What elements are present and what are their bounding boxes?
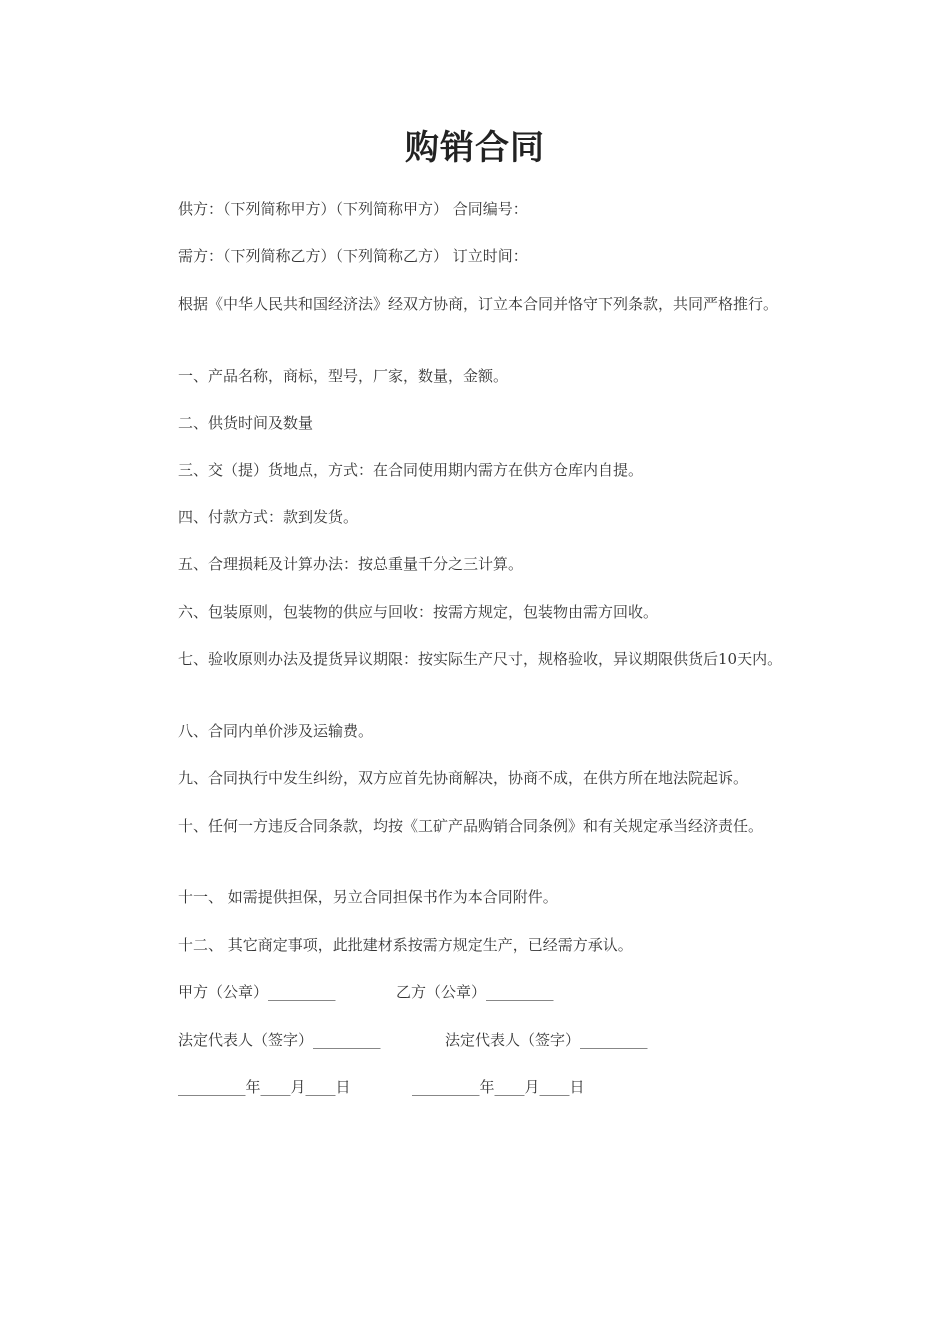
page-title: 购销合同	[405, 128, 545, 168]
clause-9: 九、合同执行中发生纠纷，双方应首先协商解决，协商不成，在供方所在地法院起诉。	[178, 769, 749, 787]
clause-8: 八、合同内单价涉及运输费。	[178, 722, 374, 740]
party-a-representative-field: 法定代表人（签字）_________	[178, 1031, 381, 1049]
clause-4: 四、付款方式：款到发货。	[178, 508, 359, 526]
party-b-date-field: _________年____月____日	[412, 1078, 585, 1096]
clause-1: 一、产品名称，商标，型号，厂家，数量，金额。	[178, 367, 509, 385]
clause-12: 十二、 其它商定事项，此批建材系按需方规定生产，已经需方承认。	[178, 936, 633, 954]
party-a-date-field: _________年____月____日	[178, 1078, 351, 1096]
party-b-seal-field: 乙方（公章）_________	[396, 983, 554, 1001]
preamble-paragraph: 根据《中华人民共和国经济法》经双方协商，订立本合同并恪守下列条款，共同严格推行。	[178, 295, 779, 313]
clause-3: 三、交（提）货地点，方式：在合同使用期内需方在供方仓库内自提。	[178, 461, 644, 479]
party-b-representative-field: 法定代表人（签字）_________	[445, 1031, 648, 1049]
clause-11: 十一、 如需提供担保，另立合同担保书作为本合同附件。	[178, 888, 558, 906]
clause-6: 六、包装原则，包装物的供应与回收：按需方规定，包装物由需方回收。	[178, 603, 659, 621]
supplier-line: 供方：（下列简称甲方）（下列简称甲方） 合同编号：	[178, 200, 528, 218]
clause-5: 五、合理损耗及计算办法：按总重量千分之三计算。	[178, 555, 524, 573]
clause-7: 七、验收原则办法及提货异议期限：按实际生产尺寸，规格验收，异议期限供货后10天内。	[178, 650, 783, 668]
buyer-line: 需方：（下列简称乙方）（下列简称乙方） 订立时间：	[178, 247, 528, 265]
party-a-seal-field: 甲方（公章）_________	[178, 983, 336, 1001]
clause-2: 二、供货时间及数量	[178, 414, 314, 432]
clause-10: 十、任何一方违反合同条款，均按《工矿产品购销合同条例》和有关规定承当经济责任。	[178, 817, 764, 835]
